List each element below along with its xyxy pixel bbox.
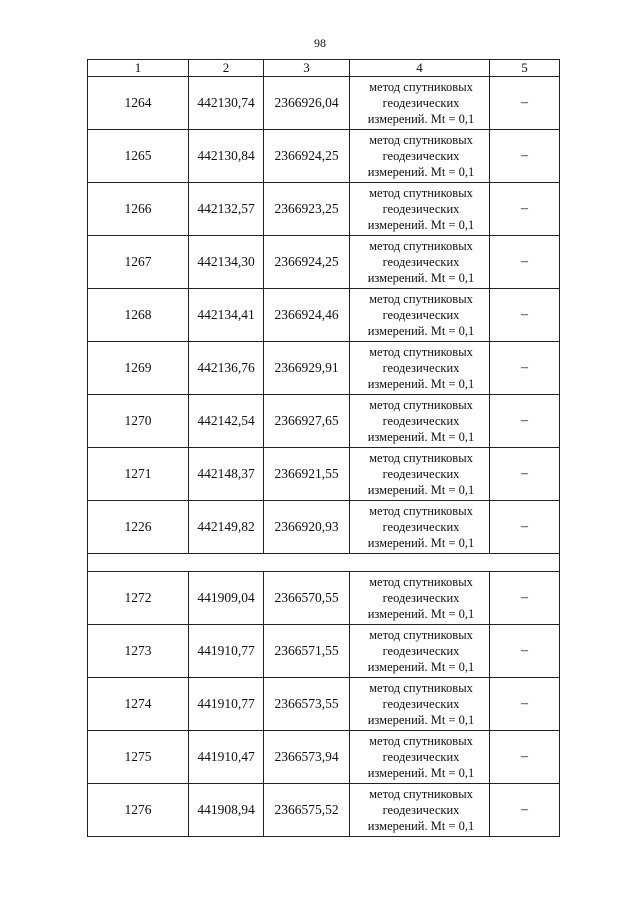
table-row — [88, 678, 560, 731]
dash-cell: – — [490, 183, 560, 236]
coord-x: 442136,76 — [189, 342, 264, 395]
dash-cell: – — [490, 448, 560, 501]
method-cell: метод спутниковых геодезических измерений. Mt = 0,1 — [350, 183, 490, 236]
point-number: 1265 — [88, 130, 189, 183]
header-col-3: 3 — [264, 60, 350, 77]
method-cell: метод спутниковых геодезических измерений. Mt = 0,1 — [350, 236, 490, 289]
table-body — [88, 77, 560, 837]
table-row — [88, 625, 560, 678]
coord-y: 2366926,04 — [264, 77, 350, 130]
coord-x: 442130,74 — [189, 77, 264, 130]
method-cell: метод спутниковых геодезических измерений. Mt = 0,1 — [350, 289, 490, 342]
coord-y: 2366924,25 — [264, 236, 350, 289]
table-row — [88, 731, 560, 784]
table-row — [88, 342, 560, 395]
point-number: 1226 — [88, 501, 189, 554]
dash-cell: – — [490, 678, 560, 731]
coord-y: 2366575,52 — [264, 784, 350, 837]
header-col-5: 5 — [490, 60, 560, 77]
method-cell: метод спутниковых геодезических измерений. Mt = 0,1 — [350, 77, 490, 130]
coord-x: 442132,57 — [189, 183, 264, 236]
page-number: 98 — [314, 36, 326, 50]
dash-cell: – — [490, 77, 560, 130]
coord-y: 2366924,25 — [264, 130, 350, 183]
table-row — [88, 183, 560, 236]
point-number: 1274 — [88, 678, 189, 731]
coordinates-table — [87, 59, 560, 837]
method-cell: метод спутниковых геодезических измерений. Mt = 0,1 — [350, 501, 490, 554]
coord-y: 2366927,65 — [264, 395, 350, 448]
coord-y: 2366924,46 — [264, 289, 350, 342]
coord-y: 2366929,91 — [264, 342, 350, 395]
point-number: 1266 — [88, 183, 189, 236]
table-row — [88, 130, 560, 183]
method-cell: метод спутниковых геодезических измерений. Mt = 0,1 — [350, 572, 490, 625]
dash-cell: – — [490, 572, 560, 625]
point-number: 1273 — [88, 625, 189, 678]
dash-cell: – — [490, 395, 560, 448]
coord-x: 442149,82 — [189, 501, 264, 554]
coord-x: 441909,04 — [189, 572, 264, 625]
coord-x: 442142,54 — [189, 395, 264, 448]
dash-cell: – — [490, 784, 560, 837]
coord-y: 2366573,94 — [264, 731, 350, 784]
header-row — [88, 60, 560, 77]
point-number: 1276 — [88, 784, 189, 837]
method-cell: метод спутниковых геодезических измерений. Mt = 0,1 — [350, 448, 490, 501]
dash-cell: – — [490, 625, 560, 678]
table-row — [88, 236, 560, 289]
point-number: 1268 — [88, 289, 189, 342]
method-cell: метод спутниковых геодезических измерений. Mt = 0,1 — [350, 784, 490, 837]
header-col-1: 1 — [88, 60, 189, 77]
coord-y: 2366921,55 — [264, 448, 350, 501]
point-number: 1270 — [88, 395, 189, 448]
point-number: 1272 — [88, 572, 189, 625]
header-col-4: 4 — [350, 60, 490, 77]
coord-x: 441910,77 — [189, 678, 264, 731]
table-row — [88, 77, 560, 130]
dash-cell: – — [490, 342, 560, 395]
header-col-2: 2 — [189, 60, 264, 77]
method-cell: метод спутниковых геодезических измерений. Mt = 0,1 — [350, 678, 490, 731]
table-row — [88, 572, 560, 625]
table-row — [88, 784, 560, 837]
dash-cell: – — [490, 731, 560, 784]
table-row — [88, 289, 560, 342]
table-row — [88, 501, 560, 554]
coord-x: 442134,30 — [189, 236, 264, 289]
method-cell: метод спутниковых геодезических измерений. Mt = 0,1 — [350, 731, 490, 784]
method-cell: метод спутниковых геодезических измерений. Mt = 0,1 — [350, 130, 490, 183]
coord-x: 442148,37 — [189, 448, 264, 501]
coord-x: 441910,47 — [189, 731, 264, 784]
dash-cell: – — [490, 501, 560, 554]
point-number: 1264 — [88, 77, 189, 130]
coord-y: 2366573,55 — [264, 678, 350, 731]
method-cell: метод спутниковых геодезических измерений. Mt = 0,1 — [350, 625, 490, 678]
point-number: 1267 — [88, 236, 189, 289]
dash-cell: – — [490, 130, 560, 183]
coord-x: 442134,41 — [189, 289, 264, 342]
point-number: 1271 — [88, 448, 189, 501]
table-row — [88, 448, 560, 501]
table-row — [88, 395, 560, 448]
group-separator-row — [88, 554, 560, 572]
coord-x: 441908,94 — [189, 784, 264, 837]
dash-cell: – — [490, 236, 560, 289]
dash-cell: – — [490, 289, 560, 342]
coord-x: 441910,77 — [189, 625, 264, 678]
separator-cell — [88, 554, 560, 572]
method-cell: метод спутниковых геодезических измерений. Mt = 0,1 — [350, 342, 490, 395]
coord-y: 2366920,93 — [264, 501, 350, 554]
method-cell: метод спутниковых геодезических измерений. Mt = 0,1 — [350, 395, 490, 448]
point-number: 1269 — [88, 342, 189, 395]
coord-x: 442130,84 — [189, 130, 264, 183]
coord-y: 2366570,55 — [264, 572, 350, 625]
point-number: 1275 — [88, 731, 189, 784]
coord-y: 2366571,55 — [264, 625, 350, 678]
coord-y: 2366923,25 — [264, 183, 350, 236]
